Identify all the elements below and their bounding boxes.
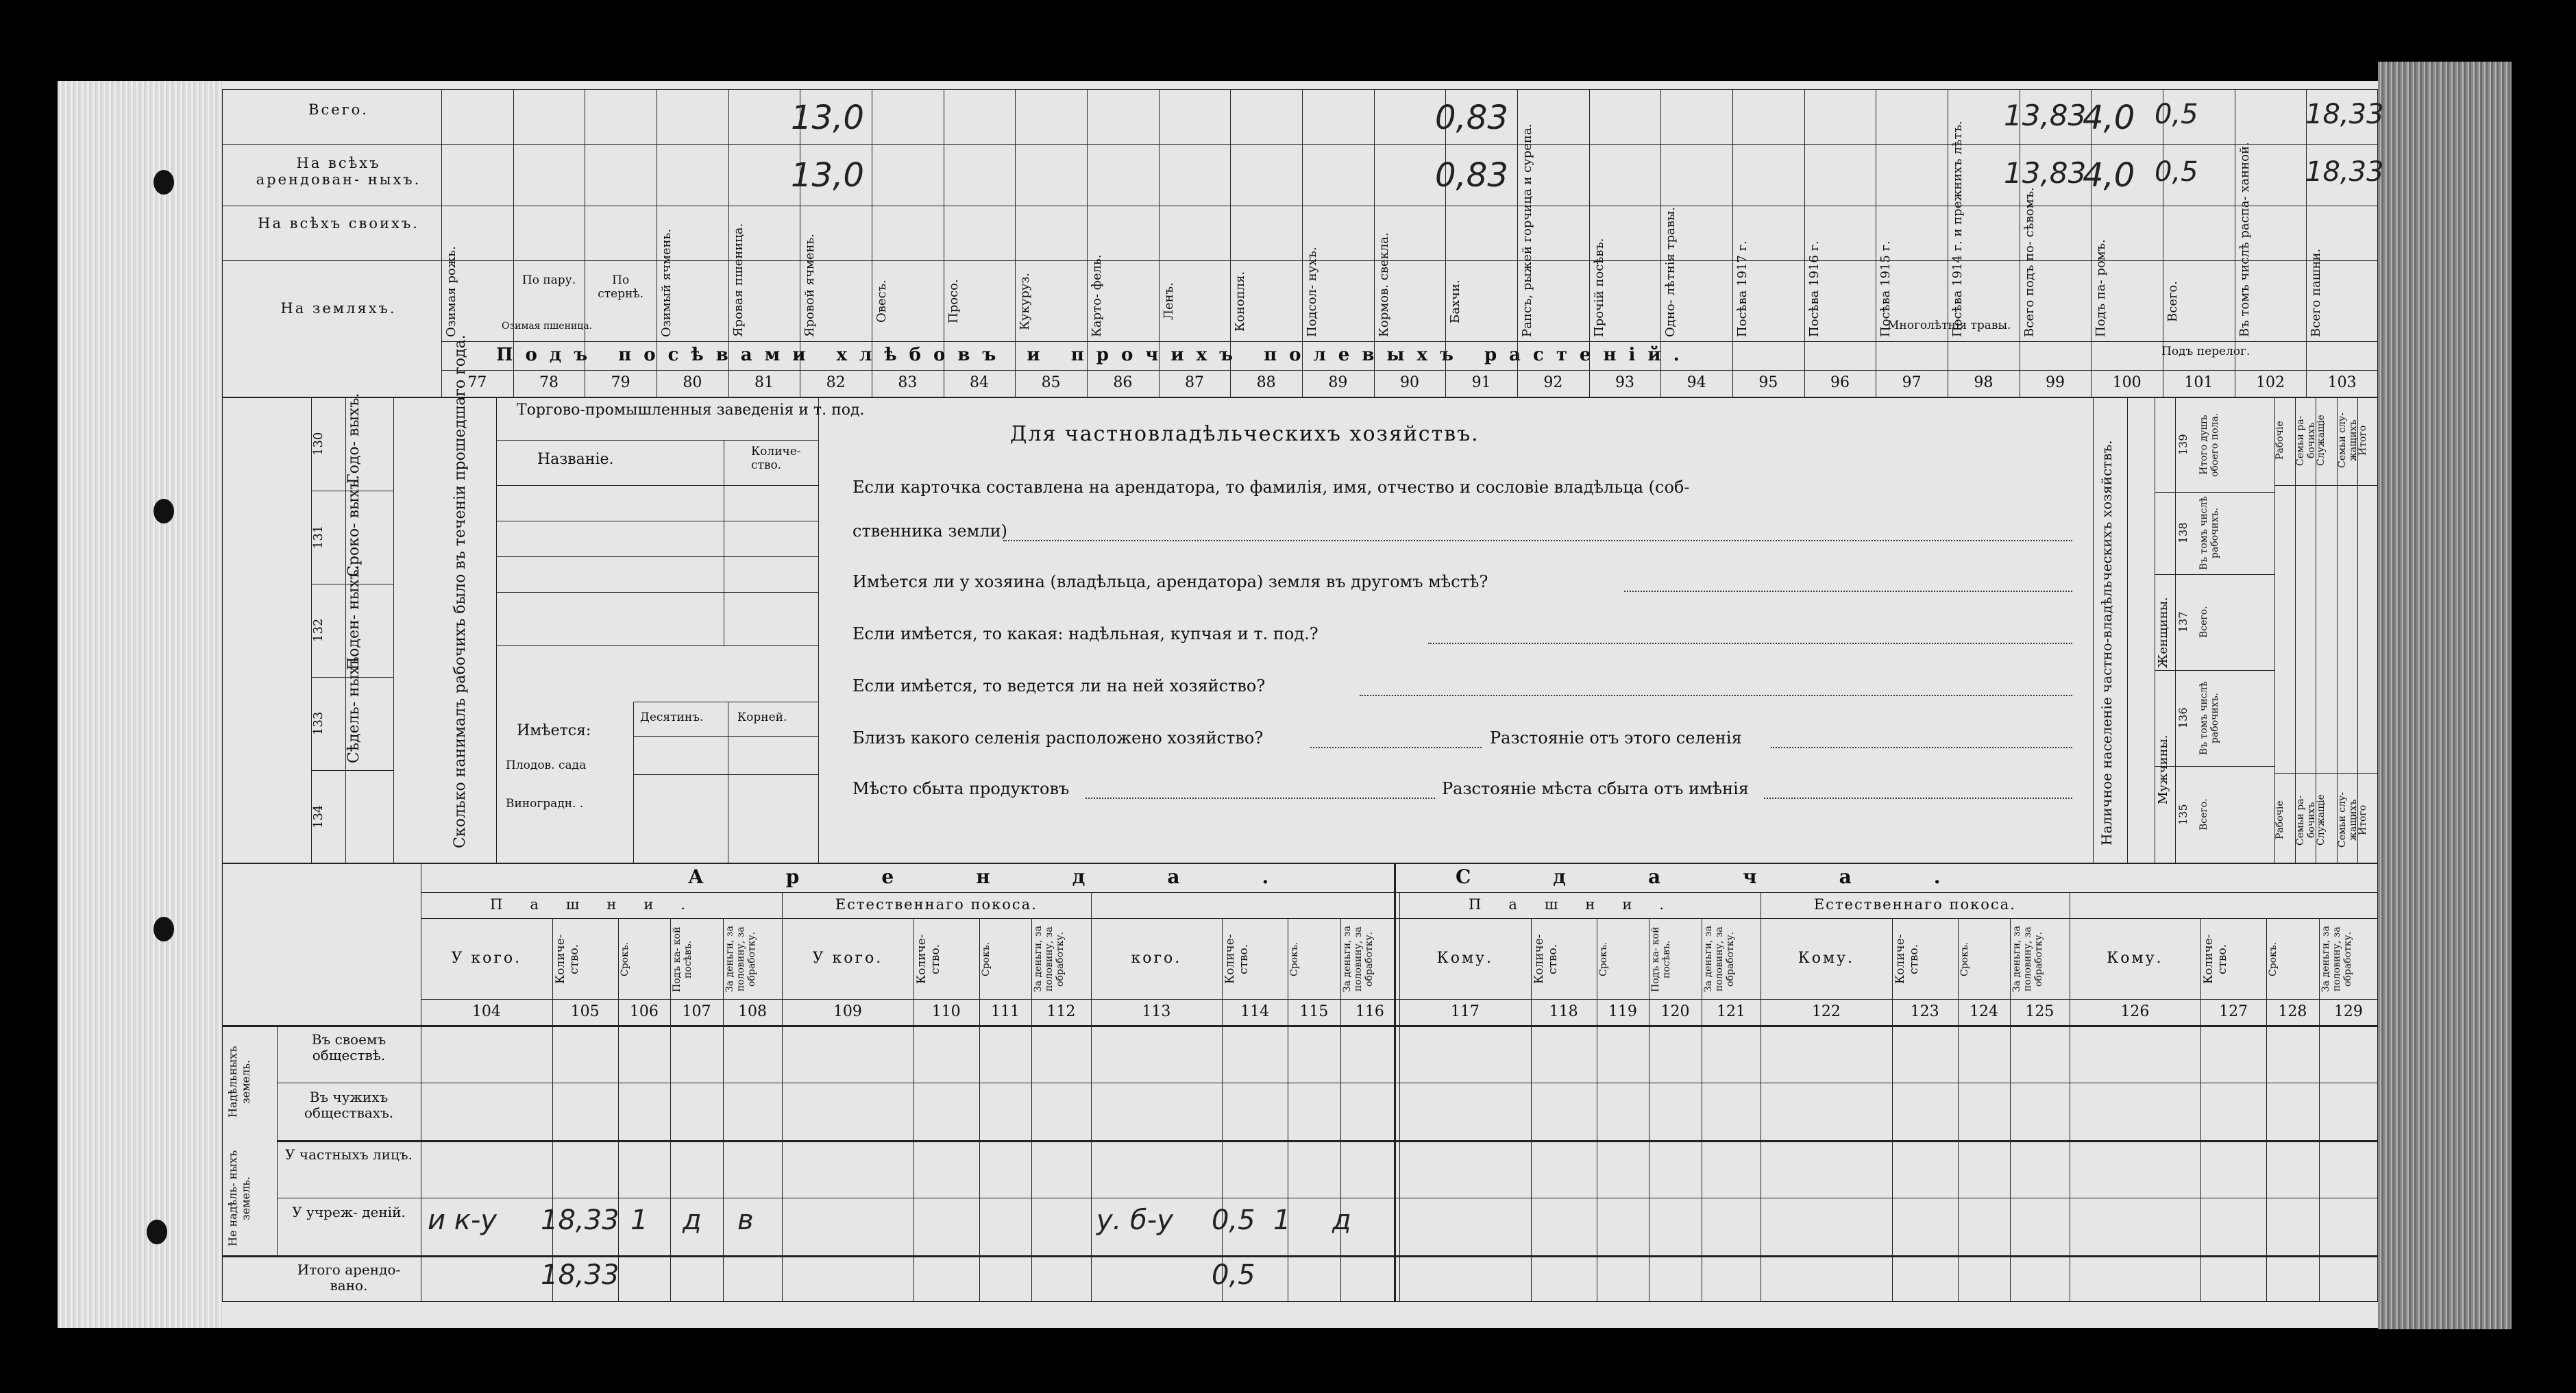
worker-col-label: Сѣдель- ныхъ.: [345, 652, 363, 763]
column-label: Овесъ.: [874, 280, 889, 323]
hw-value: 0,5: [1212, 1259, 1255, 1291]
column-number: 100: [2112, 374, 2142, 391]
worker-col-label: Поден- ныхъ.: [345, 565, 363, 670]
population-right-col-label: Семьи ра- бочихъ: [2295, 795, 2318, 846]
hw-value: 18,33: [541, 1205, 620, 1236]
column-label: Всего пашни.: [2309, 248, 2324, 337]
column-number: 93: [1615, 374, 1634, 391]
hw-value: 13,0: [791, 156, 864, 195]
column-label: Прочiй посѣвъ.: [1591, 238, 1606, 337]
orchard-label: Плодов. сада: [506, 759, 587, 772]
column-label: Всего.: [2166, 281, 2180, 322]
lease-col-number: 123: [1910, 1003, 1939, 1020]
has-label: Имѣется:: [517, 722, 591, 739]
private-line-7: Разстоянiе отъ этого селенiя: [1490, 728, 1742, 748]
population-right-col-label: Итого: [2357, 425, 2368, 456]
lease-group-label: Естественнаго покоса.: [835, 896, 1038, 913]
hw-value: 13,83: [2004, 99, 2087, 132]
column-number: 82: [826, 374, 846, 391]
lease-group-side-label: Не надѣль- ныхъ земель.: [226, 1150, 252, 1247]
lease-col-label: За деньги, за половину, за обработку.: [2011, 926, 2045, 993]
population-right-col-label: Служащiе: [2316, 415, 2327, 467]
column-number: 79: [611, 374, 630, 391]
population-vertical-label: Наличное населенiе частно-владѣльческихъ хозяйствъ.: [2098, 440, 2115, 846]
lease-col-label: За деньги, за половину, за обработку.: [1033, 926, 1066, 993]
column-label: Озимый ячмень.: [659, 228, 674, 337]
population-right-col-label: Семьи слу- жащихъ: [2336, 792, 2359, 848]
winter-wheat-label: Озимая пшеница.: [502, 321, 593, 332]
row-label: На земляхъ.: [280, 300, 397, 317]
population-right-col-label: Итого: [2357, 804, 2368, 836]
population-right-col-label: Семьи ра- бочихъ: [2295, 415, 2318, 466]
lease-group-label: Пашни.: [490, 896, 713, 913]
column-label: По пару.: [522, 273, 576, 287]
worker-col-label: Сроко- выхъ.: [345, 475, 363, 577]
row-label: На всѣхъ арендован- ныхъ.: [256, 155, 421, 188]
population-col-number: 137: [2176, 611, 2189, 633]
lease-col-number: 121: [1716, 1003, 1745, 1020]
private-line-4: Если имѣется, то какая: надѣльная, купчая и т. под.?: [852, 624, 1318, 643]
lease-col-label: Количе- ство.: [1893, 934, 1921, 985]
lease-col-label: Количе- ство.: [914, 934, 942, 985]
column-number: 87: [1184, 374, 1204, 391]
column-label: Ленъ.: [1161, 282, 1176, 321]
private-line-5: Если имѣется, то ведется ли на ней хозяйство?: [852, 676, 1266, 695]
column-number: 85: [1041, 374, 1061, 391]
lease-row-label: У учреж- денiй.: [292, 1204, 406, 1220]
lease-col-number: 110: [931, 1003, 961, 1020]
column-number: 89: [1328, 374, 1348, 391]
lease-col-number: 113: [1142, 1003, 1171, 1020]
punch-hole: [147, 1220, 167, 1244]
worker-col-number: 132: [311, 618, 326, 643]
fallow-label: Подъ перелог.: [2161, 345, 2250, 358]
lease-col-number: 114: [1240, 1003, 1270, 1020]
men-label: Мужчины.: [2156, 735, 2170, 804]
perennial-grasses-label: Многолѣтнiя травы.: [1887, 319, 2011, 332]
lease-col-number: 112: [1046, 1003, 1076, 1020]
column-number: 94: [1686, 374, 1706, 391]
lease-col-number: 105: [570, 1003, 600, 1020]
column-number: 90: [1399, 374, 1419, 391]
lease-row-label: У частныхъ лицъ.: [285, 1146, 413, 1163]
hw-value: 0,83: [1435, 99, 1508, 137]
hw-value: 13,0: [791, 99, 864, 137]
lease-col-label: Подъ ка- кой посѣвъ.: [672, 926, 694, 992]
women-label: Женщины.: [2156, 597, 2170, 668]
column-number: 78: [539, 374, 559, 391]
lease-group-label: Пашни.: [1469, 896, 1692, 913]
row-label: На всѣхъ своихъ.: [258, 215, 419, 232]
lease-col-label: За деньги, за половину, за обработку.: [724, 926, 757, 993]
population-col-number: 138: [2176, 522, 2189, 544]
column-number: 97: [1902, 374, 1922, 391]
lease-col-label: Кому.: [1436, 950, 1493, 967]
column-label: Кормов. свекла.: [1376, 232, 1391, 337]
column-label: Яровая пшеница.: [731, 223, 746, 337]
worker-col-number: 133: [311, 711, 326, 736]
column-label: Подъ па- ромъ.: [2094, 239, 2109, 337]
hw-value: 1: [1273, 1205, 1291, 1236]
lease-col-number: 122: [1811, 1003, 1841, 1020]
column-label: Посѣва 1917 г.: [1735, 241, 1750, 337]
desyatin-col: Десятинъ.: [640, 711, 704, 724]
hw-value: 0,5: [2155, 156, 2198, 188]
private-line-2: ственника земли): [852, 521, 1007, 541]
hw-value: 0,83: [1435, 156, 1508, 195]
lease-col-label: Подъ ка- кой посѣвъ.: [1650, 926, 1673, 992]
lease-col-label: кого.: [1131, 950, 1182, 967]
column-number: 86: [1113, 374, 1133, 391]
column-number: 77: [467, 374, 487, 391]
population-right-col-label: Рабочiе: [2274, 800, 2285, 840]
private-line-6: Близъ какого селенiя расположено хозяйство?: [852, 728, 1264, 748]
column-number: 83: [898, 374, 918, 391]
lease-col-number: 107: [682, 1003, 711, 1020]
hw-value: д: [683, 1205, 702, 1236]
lease-col-label: У кого.: [812, 950, 883, 967]
lease-col-number: 108: [737, 1003, 767, 1020]
lease-col-label: Срокъ.: [1959, 941, 1970, 977]
row-label: Всего.: [308, 101, 369, 118]
lease-col-label: За деньги, за половину, за обработку.: [1341, 926, 1375, 993]
punch-hole: [154, 170, 174, 195]
column-label: По стернѣ.: [598, 273, 644, 301]
column-label: Просо.: [946, 279, 961, 324]
private-line-1: Если карточка составлена на арендатора, то фамилiя, имя, отчество и сословiе владѣльца (соб-: [852, 478, 1690, 497]
column-label: Всего подъ по- сѣвомъ.: [2022, 187, 2037, 337]
column-label: Посѣва 1914 г. и прежнихъ лѣтъ.: [1950, 121, 1965, 337]
lease-col-number: 127: [2219, 1003, 2248, 1020]
lease-col-label: Количе- ство.: [2202, 934, 2230, 985]
vineyard-label: Виноградн. .: [506, 797, 584, 811]
worker-col-number: 134: [311, 804, 326, 829]
worker-col-label: [345, 777, 393, 856]
lease-col-label: Количе- ство.: [553, 934, 581, 985]
lease-col-label: Кому.: [2107, 950, 2163, 967]
population-col-number: 139: [2176, 434, 2189, 456]
column-number: 103: [2327, 374, 2357, 391]
lease-row-label: Итого арендо- вано.: [297, 1261, 401, 1294]
column-number: 91: [1471, 374, 1491, 391]
hw-value: 0,5: [2155, 99, 2198, 130]
crop-banner: Подъ посѣвами хлѣбовъ и прочихъ полевыхъ растенiй.: [496, 345, 1692, 365]
hw-value: в: [737, 1205, 754, 1236]
column-number: 92: [1543, 374, 1563, 391]
column-label: Яровой ячмень.: [802, 233, 818, 337]
lease-col-label: Срокъ.: [980, 941, 992, 977]
column-label: Карто- фель.: [1090, 254, 1104, 337]
private-farms-title: Для частновладѣльческихъ хозяйствъ.: [1010, 422, 1480, 446]
lease-col-label: За деньги, за половину, за обработку.: [1702, 926, 1736, 993]
hw-value: 18,33: [2305, 99, 2384, 130]
lease-col-number: 128: [2278, 1003, 2307, 1020]
lease-col-label: Срокъ.: [1289, 941, 1301, 977]
population-col-label: Въ томъ числѣ рабочихъ.: [2198, 496, 2220, 570]
workers-vertical-label: Сколько нанималъ рабочихъ было въ теченiи прошедшаго года.: [452, 334, 469, 848]
hw-value: 18,33: [2305, 156, 2384, 188]
arenda-title: Аренда.: [688, 865, 1351, 888]
lease-col-number: 117: [1450, 1003, 1480, 1020]
hw-value: д: [1332, 1205, 1351, 1236]
column-number: 99: [2045, 374, 2065, 391]
column-label: Рапсъ, рыжей горчица и сурепа.: [1520, 123, 1534, 337]
hw-value: 0,5: [1212, 1205, 1255, 1236]
private-line-8: Мѣсто сбыта продуктовъ: [852, 779, 1070, 798]
paper-fringe-left: [58, 81, 222, 1328]
hw-value: у. б-у: [1096, 1205, 1173, 1236]
lease-col-number: 126: [2120, 1003, 2150, 1020]
lease-col-number: 109: [833, 1003, 862, 1020]
population-right-col-label: Рабочiе: [2274, 421, 2285, 460]
lease-col-number: 124: [1969, 1003, 1998, 1020]
column-label: Въ томъ числѣ распа- ханной.: [2237, 142, 2252, 337]
population-col-number: 136: [2176, 707, 2189, 729]
punch-hole: [154, 917, 174, 941]
lease-group-label: Естественнаго покоса.: [1813, 896, 2016, 913]
worker-col-number: 131: [311, 525, 326, 550]
worker-col-number: 130: [311, 432, 326, 456]
hw-value: 1: [630, 1205, 648, 1236]
column-number: 98: [1974, 374, 1994, 391]
column-number: 84: [969, 374, 989, 391]
lease-col-label: За деньги, за половину, за обработку.: [2320, 926, 2353, 993]
population-col-label: Въ томъ числѣ рабочихъ.: [2198, 681, 2220, 755]
column-number: 88: [1256, 374, 1276, 391]
column-label: Одно- лѣтнiя травы.: [1663, 207, 1678, 337]
census-card: [222, 81, 2384, 1314]
punch-hole: [154, 499, 174, 523]
population-right-col-label: Служащiе: [2316, 794, 2327, 846]
hw-value: и к-у: [428, 1205, 497, 1236]
column-number: 102: [2255, 374, 2285, 391]
population-col-label: Всего.: [2198, 798, 2209, 831]
lease-col-number: 115: [1299, 1003, 1329, 1020]
lease-col-number: 120: [1660, 1003, 1690, 1020]
lease-col-number: 118: [1549, 1003, 1578, 1020]
private-line-9: Разстоянiе мѣста сбыта отъ имѣнiя: [1442, 779, 1749, 798]
column-number: 95: [1758, 374, 1778, 391]
hw-value: 4,0: [2083, 99, 2135, 137]
trade-name-col: Названiе.: [537, 451, 614, 468]
column-number: 96: [1830, 374, 1850, 391]
column-number: 80: [683, 374, 702, 391]
column-label: Кукуруз.: [1018, 273, 1033, 331]
lease-col-number: 125: [2025, 1003, 2054, 1020]
lease-col-label: Кому.: [1798, 950, 1855, 967]
worker-col-label: Годо- выхъ.: [345, 393, 363, 484]
lease-col-label: У кого.: [451, 950, 522, 967]
lease-col-label: Срокъ.: [2268, 941, 2279, 977]
lease-col-label: Количе- ство.: [1223, 934, 1251, 985]
population-right-col-label: Семьи слу- жащихъ: [2336, 412, 2359, 469]
lease-col-label: Количе- ство.: [1532, 934, 1560, 985]
lease-col-number: 129: [2333, 1003, 2363, 1020]
sdacha-title: Сдача.: [1456, 865, 2023, 888]
private-line-3: Имѣется ли у хозяина (владѣльца, арендатора) земля въ другомъ мѣстѣ?: [852, 572, 1488, 591]
column-label: Конопля.: [1233, 271, 1248, 332]
lease-col-number: 111: [990, 1003, 1020, 1020]
lease-col-label: Срокъ.: [619, 941, 630, 977]
paper-fringe-right: [2378, 62, 2512, 1329]
column-number: 81: [754, 374, 774, 391]
population-col-label: Всего.: [2198, 606, 2209, 639]
trade-header: Торгово-промышленныя заведенiя и т. под.: [517, 402, 865, 419]
hw-value: 4,0: [2083, 156, 2135, 195]
lease-col-label: Срокъ.: [1597, 941, 1609, 977]
lease-col-number: 119: [1608, 1003, 1637, 1020]
column-label: Посѣва 1916 г.: [1806, 241, 1821, 337]
lease-col-number: 106: [629, 1003, 659, 1020]
lease-col-number: 104: [471, 1003, 501, 1020]
column-label: Озимая рожь.: [444, 246, 458, 337]
trade-qty-col: Количе- ство.: [751, 445, 801, 472]
lease-group-side-label: Надѣльныхъ земель.: [226, 1046, 252, 1118]
column-number: 101: [2184, 374, 2213, 391]
lease-col-number: 116: [1355, 1003, 1384, 1020]
column-label: Посѣва 1915 г.: [1878, 241, 1893, 337]
lease-row-label: Въ своемъ обществѣ.: [311, 1031, 387, 1063]
hw-value: 18,33: [541, 1259, 620, 1291]
lease-row-label: Въ чужихъ обществахъ.: [304, 1089, 394, 1121]
korney-col: Корней.: [737, 711, 787, 724]
population-col-number: 135: [2176, 804, 2189, 826]
column-label: Бахчи.: [1448, 280, 1463, 323]
population-col-label: Итого душъ обоего пола.: [2198, 412, 2220, 477]
hw-value: 13,83: [2004, 156, 2087, 190]
column-label: Подсол- нухъ.: [1305, 247, 1319, 337]
